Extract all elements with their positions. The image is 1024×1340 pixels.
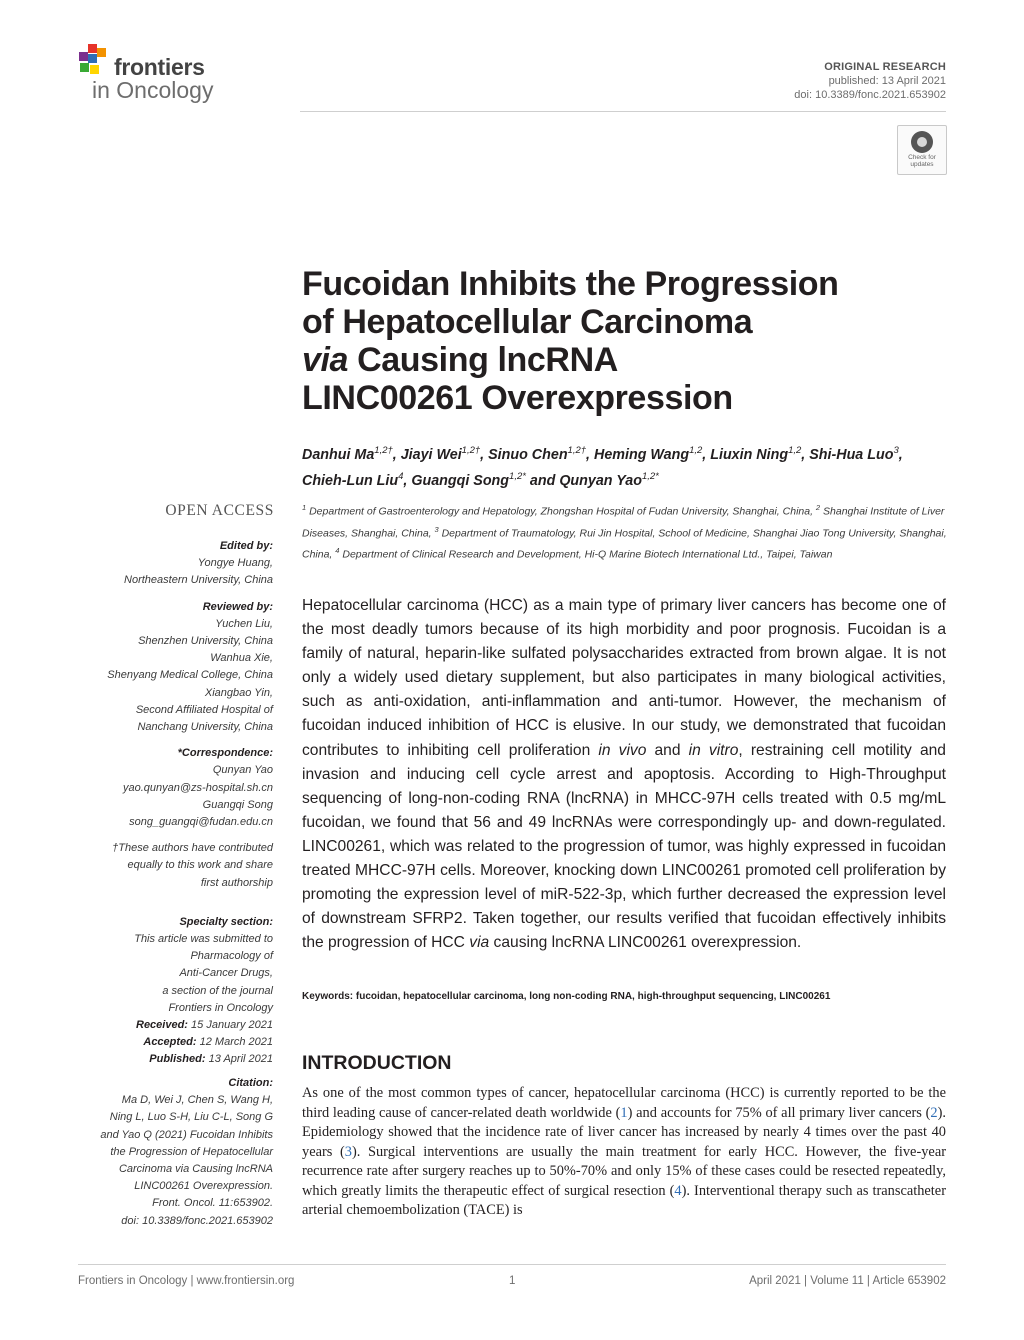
header-divider	[300, 111, 946, 112]
sidebar-line: yao.qunyan@zs-hospital.sh.cn	[123, 781, 273, 794]
sidebar-line: Wanhua Xie,	[210, 652, 273, 665]
title-text: of Hepatocellular Carcinoma	[302, 303, 753, 341]
sidebar-section	[43, 840, 273, 892]
intro-text: ). Interventional therapy such as transcatheter arterial chemoembolization (TACE) is	[302, 1182, 946, 1218]
author-name: Heming Wang	[594, 446, 690, 463]
author-affiliation-mark: 1,2	[788, 445, 802, 456]
author-separator: ,	[480, 446, 489, 463]
sidebar-line: Frontiers in Oncology	[168, 1001, 273, 1014]
abstract-text: and	[646, 741, 689, 759]
author-list	[302, 440, 962, 492]
date-value: 12 March 2021	[196, 1036, 273, 1049]
footer-divider	[78, 1264, 946, 1265]
sidebar-info	[43, 538, 273, 1026]
keywords: Keywords: fucoidan, hepatocellular carcinoma, long non-coding RNA, high-throughput sequencing, LINC00261	[302, 991, 831, 1002]
citation-line: doi: 10.3389/fonc.2021.653902	[121, 1214, 273, 1227]
author-name: Danhui Ma	[302, 446, 375, 463]
date-value: 15 January 2021	[187, 1019, 273, 1031]
sidebar-line: Qunyan Yao	[212, 764, 273, 777]
author-affiliation-mark: 1,2†	[461, 445, 481, 456]
author-separator: ,	[702, 446, 711, 463]
citation-line: and Yao Q (2021) Fucoidan Inhibits	[100, 1128, 273, 1141]
article-meta	[794, 60, 946, 102]
sidebar-line: Anti-Cancer Drugs,	[179, 967, 273, 980]
author-affiliation-mark: 1,2†	[374, 445, 393, 456]
abstract-italic: via	[469, 934, 490, 952]
date-label: Received:	[136, 1019, 188, 1031]
intro-text: ). Epidemiology showed that the incidence rate of liver cancer has increased by nearly 4 times over the past 40 years (	[302, 1104, 947, 1160]
reference-link[interactable]: 2	[930, 1104, 938, 1121]
author-separator: ,	[586, 446, 594, 463]
doi[interactable]: doi: 10.3389/fonc.2021.653902	[794, 89, 946, 101]
date-label: Published:	[149, 1053, 206, 1066]
affiliation-text: Department of Traumatology, Rui Jin Hospital, School of Medicine, Shanghai Jiao Tong University, Shanghai, China,	[302, 527, 947, 561]
date-label: Accepted:	[143, 1036, 197, 1049]
article-type: ORIGINAL RESEARCH	[824, 61, 946, 73]
sidebar-line: Yongye Huang,	[197, 557, 273, 570]
sidebar-heading: Specialty section:	[179, 915, 273, 928]
intro-text: As one of the most common types of cancer, hepatocellular carcinoma (HCC) is currently reported to be the third leading cause of cancer-related death worldwide (	[302, 1085, 946, 1121]
author-name: Qunyan Yao	[559, 472, 642, 489]
author-separator: ,	[392, 446, 401, 463]
author-separator: and	[525, 472, 560, 489]
title-line	[302, 265, 942, 303]
affiliation-number: 1	[302, 503, 307, 512]
title-text: Fucoidan Inhibits the Progression	[302, 265, 839, 303]
citation-line: the Progression of Hepatocellular	[110, 1145, 273, 1158]
abstract	[302, 594, 946, 955]
affiliations	[302, 499, 952, 564]
author-separator: ,	[898, 446, 903, 463]
sidebar-line: Second Affiliated Hospital of	[135, 703, 273, 716]
author-name: Chieh-Lun Liu	[302, 472, 399, 489]
footer-journal-link[interactable]: Frontiers in Oncology | www.frontiersin.org	[78, 1275, 295, 1287]
intro-text: ). Surgical interventions are usually the main treatment for early HCC. However, the five-year recurrence rate after surgery reaches up to 50%-70% and only 15% of these cases could be resected repeatedly, which greatly limits the therapeutic effect of surgical resection (	[302, 1143, 946, 1199]
title-line	[302, 341, 942, 379]
journal-logo[interactable]	[78, 44, 278, 106]
author-name: Sinuo Chen	[488, 446, 568, 463]
sidebar-line: Nanchang University, China	[137, 721, 273, 734]
published-date: published: 13 April 2021	[828, 75, 946, 87]
sidebar-section	[43, 914, 273, 1017]
sidebar-line: Yuchen Liu,	[215, 617, 273, 630]
author-name: Jiayi Wei	[400, 446, 462, 463]
sidebar-line: Guangqi Song	[202, 798, 273, 811]
author-affiliation-mark: 4	[398, 470, 404, 482]
check-for-updates-badge[interactable]	[897, 125, 947, 175]
author-name: Liuxin Ning	[710, 446, 789, 463]
title-italic: via	[302, 341, 349, 379]
sidebar-section	[43, 538, 273, 590]
article-dates	[136, 1017, 273, 1069]
sidebar-line: Pharmacology of	[190, 950, 273, 963]
date-row	[136, 1034, 273, 1051]
reference-link[interactable]: 4	[674, 1182, 682, 1199]
citation-line: Ning L, Luo S-H, Liu C-L, Song G	[109, 1111, 273, 1124]
sidebar-line: song_guangqi@fudan.edu.cn	[129, 816, 273, 829]
date-row	[136, 1017, 273, 1034]
citation-block	[43, 1075, 273, 1230]
citation-line: Carcinoma via Causing lncRNA	[118, 1163, 273, 1176]
reference-link[interactable]: 1	[620, 1104, 628, 1121]
title-line	[302, 379, 942, 417]
introduction-text	[302, 1084, 946, 1221]
author-affiliation-mark: 1,2*	[509, 470, 526, 482]
abstract-italic: in vitro	[688, 741, 739, 759]
sidebar-line: Xiangbao Yin,	[204, 686, 273, 699]
sidebar-line: This article was submitted to	[134, 933, 273, 946]
sidebar-heading: Edited by:	[219, 540, 273, 552]
title-line	[302, 303, 942, 341]
affiliation-text: Shanghai Institute of Liver Diseases, Shanghai, China,	[302, 505, 945, 540]
author-separator: ,	[801, 446, 810, 463]
sidebar-heading: Reviewed by:	[202, 600, 273, 613]
sidebar-line: Shenyang Medical College, China	[107, 669, 273, 682]
crossmark-icon	[911, 131, 933, 153]
open-access-label: OPEN ACCESS	[165, 502, 274, 519]
sidebar-line: equally to this work and share	[127, 859, 273, 872]
logo-journal-name: in Oncology	[92, 77, 214, 103]
title-text: LINC00261 Overexpression	[302, 379, 733, 417]
intro-text: ) and accounts for 75% of all primary liver cancers (	[627, 1104, 931, 1121]
page-number: 1	[509, 1275, 516, 1287]
sidebar-line: a section of the journal	[162, 984, 273, 997]
affiliation-number: 2	[815, 503, 821, 512]
date-row	[136, 1051, 273, 1068]
author-affiliation-mark: 1,2†	[567, 445, 587, 456]
article-title	[302, 265, 942, 417]
citation-line: Ma D, Wei J, Chen S, Wang H,	[121, 1094, 273, 1107]
author-affiliation-mark: 1,2	[689, 445, 703, 456]
affiliation-number: 4	[335, 546, 340, 556]
affiliation-number: 3	[434, 524, 439, 534]
author-name: Shi-Hua Luo	[809, 446, 894, 463]
sidebar-section	[43, 599, 273, 737]
reference-link[interactable]: 3	[344, 1143, 352, 1160]
citation-line: LINC00261 Overexpression.	[134, 1180, 273, 1193]
affiliation-text: Department of Gastroenterology and Hepatology, Zhongshan Hospital of Fudan University, Shanghai, China,	[306, 505, 816, 518]
logo-publisher-name: frontiers	[114, 54, 205, 80]
citation-line: Front. Oncol. 11:653902.	[152, 1197, 273, 1210]
date-value: 13 April 2021	[205, 1053, 273, 1066]
frontiers-logo-icon	[78, 44, 108, 78]
citation-heading: Citation:	[228, 1077, 273, 1089]
title-text: Causing lncRNA	[348, 341, 618, 379]
check-line-2: updates	[910, 161, 934, 168]
sidebar-heading: *Correspondence:	[177, 747, 273, 760]
author-affiliation-mark: 1,2*	[641, 470, 659, 482]
sidebar-line: †These authors have contributed	[112, 842, 273, 855]
sidebar-line: first authorship	[200, 876, 273, 889]
footer-article-info: April 2021 | Volume 11 | Article 653902	[749, 1275, 946, 1287]
sidebar-section	[43, 745, 273, 831]
author-separator: ,	[403, 472, 412, 489]
sidebar-line: Shenzhen University, China	[138, 635, 273, 648]
abstract-text: causing lncRNA LINC00261 overexpression.	[489, 934, 802, 952]
abstract-text: Hepatocellular carcinoma (HCC) as a main type of primary liver cancers has become one of the most deadly tumors because of its high morbidity and poor prognosis. Fucoidan is a family of natural, heparin-like sulfated polysaccharides extracted from brown algae. It is not only a widely used dietary supplement, but also participates in many biological activities, such as anti-oxidation, anti-inflammation and anti-tumor. However, the mechanism of fucoidan induced inhibition of HCC is elusive. In our study, we demonstrated that fucoidan contributes to inhibiting cell proliferation	[302, 597, 946, 759]
affiliation-text: Department of Clinical Research and Development, Hi-Q Marine Biotech International Ltd., Taipei, Taiwan	[339, 548, 833, 561]
check-line-1: Check for	[908, 154, 936, 161]
author-affiliation-mark: 3	[893, 445, 899, 456]
sidebar-line: Northeastern University, China	[124, 574, 273, 587]
author-name: Guangqi Song	[411, 472, 510, 489]
introduction-heading: INTRODUCTION	[302, 1052, 452, 1074]
abstract-text: , restraining cell motility and invasion and inducing cell cycle arrest and apoptosis. According to High-Throughput sequencing of long-non-coding RNA (lncRNA) in MHCC-97H cells treated with 0.5 mg/mL fucoidan, we found that 56 and 49 lncRNAs were correspondingly up- and down-regulated. LINC00261, which was related to the progression of tumor, was highly expressed in fucoidan treated MHCC-97H cells. Moreover, knocking down LINC00261 promoted cell proliferation by promoting the expression level of miR-522-3p, which further decreased the expression level of downstream SFRP2. Taken together, our results verified that fucoidan effectively inhibits the progression of HCC	[302, 741, 946, 952]
abstract-italic: in vivo	[598, 741, 647, 759]
